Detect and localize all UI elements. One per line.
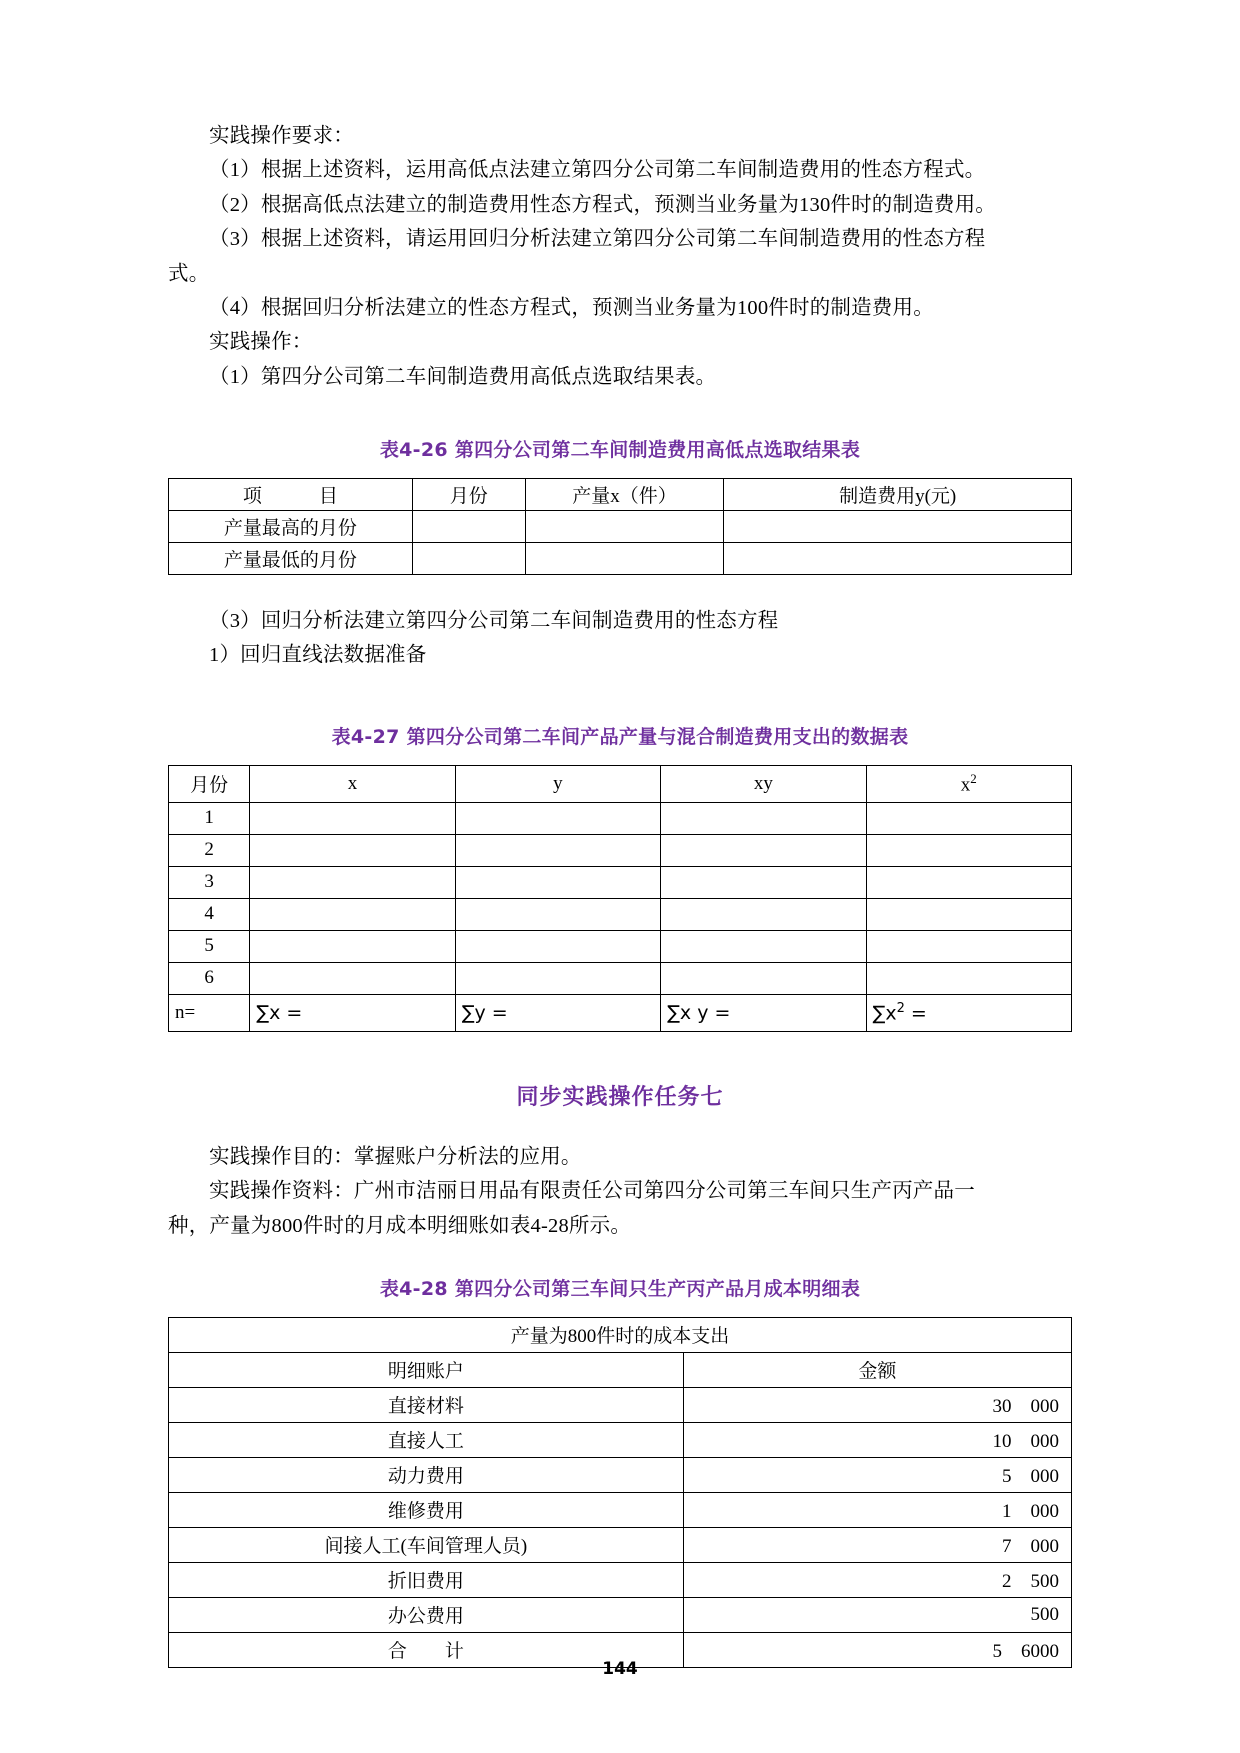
table-row <box>169 1492 1072 1527</box>
table-row <box>169 1387 1072 1422</box>
cell-month: 4 <box>169 898 250 930</box>
cell-empty <box>661 802 866 834</box>
cell-empty <box>250 834 455 866</box>
cell-empty <box>661 930 866 962</box>
cell-empty <box>525 511 724 543</box>
cell-empty <box>661 834 866 866</box>
cell-empty <box>866 898 1071 930</box>
cell-account: 间接人工(车间管理人员) <box>169 1527 684 1562</box>
cell-account: 动力费用 <box>169 1457 684 1492</box>
table-row <box>169 930 1072 962</box>
cell-amount: 10 000 <box>683 1422 1071 1457</box>
footer-cell-n: n= <box>169 994 250 1031</box>
cell-account: 折旧费用 <box>169 1562 684 1597</box>
header-cell-month: 月份 <box>169 765 250 802</box>
table-row-header <box>169 479 1072 511</box>
table-row-title <box>169 1317 1072 1352</box>
cell-empty <box>866 962 1071 994</box>
table-row <box>169 543 1072 575</box>
cell-empty <box>455 866 660 898</box>
table-title-cell: 产量为800件时的成本支出 <box>169 1317 1072 1352</box>
header-cell-x: x <box>250 765 455 802</box>
header-cell-month: 月份 <box>412 479 525 511</box>
cell-empty <box>724 511 1072 543</box>
cell-empty <box>661 962 866 994</box>
table-row <box>169 962 1072 994</box>
cell-empty <box>866 834 1071 866</box>
cell-empty <box>250 866 455 898</box>
cell-account: 办公费用 <box>169 1597 684 1632</box>
cell-amount: 2 500 <box>683 1562 1071 1597</box>
operations-title: 实践操作： <box>209 331 313 354</box>
material-line-2: 种，产量为800件时的月成本明细账如表4-28所示。 <box>168 1214 632 1237</box>
table-4-27-caption: 表4-27 第四分公司第二车间产品产量与混合制造费用支出的数据表 <box>331 725 909 748</box>
cell-empty <box>250 930 455 962</box>
intro-block <box>168 120 1072 393</box>
table-4-26 <box>168 478 1072 575</box>
cell-amount: 7 000 <box>683 1527 1071 1562</box>
cell-empty <box>455 802 660 834</box>
cell-month: 5 <box>169 930 250 962</box>
cell-account: 维修费用 <box>169 1492 684 1527</box>
table-row <box>169 866 1072 898</box>
cell-empty <box>250 962 455 994</box>
footer-cell-sum-x: ∑x = <box>250 994 455 1031</box>
footer-cell-sum-xy: ∑x y = <box>661 994 866 1031</box>
cell-empty <box>866 802 1071 834</box>
cell-total-amount: 5 6000 <box>683 1632 1071 1667</box>
sum-x-squared-exponent: 2 <box>896 1001 905 1017</box>
cell-empty <box>866 866 1071 898</box>
cell-account: 直接人工 <box>169 1422 684 1457</box>
table-row <box>169 511 1072 543</box>
cell-empty <box>412 543 525 575</box>
sum-x-squared-base: ∑x <box>872 1002 897 1025</box>
table-4-27 <box>168 765 1072 1032</box>
cell-total-label: 合 计 <box>169 1632 684 1667</box>
cell-month: 6 <box>169 962 250 994</box>
purpose-line: 实践操作目的：掌握账户分析法的应用。 <box>209 1145 582 1168</box>
table-row <box>169 1422 1072 1457</box>
cell-empty <box>250 898 455 930</box>
cell-empty <box>866 930 1071 962</box>
cell-amount: 5 000 <box>683 1457 1071 1492</box>
header-cell-y: y <box>455 765 660 802</box>
table-row-header <box>169 1352 1072 1387</box>
cell-month: 3 <box>169 866 250 898</box>
requirement-3-line1: （3）根据上述资料，请运用回归分析法建立第四分公司第二车间制造费用的性态方程 <box>209 228 986 251</box>
cell-month: 1 <box>169 802 250 834</box>
cell-amount: 500 <box>683 1597 1071 1632</box>
table-row <box>169 1597 1072 1632</box>
table-row <box>169 1457 1072 1492</box>
table-4-28-caption: 表4-28 第四分公司第三车间只生产丙产品月成本明细表 <box>379 1277 861 1300</box>
header-cell-item: 项 目 <box>169 479 413 511</box>
cell-account: 直接材料 <box>169 1387 684 1422</box>
header-cell-x-squared <box>866 765 1071 802</box>
sum-x-squared-tail: = <box>904 1002 927 1025</box>
header-cell-cost: 制造费用y(元) <box>724 479 1072 511</box>
x-squared-base: x <box>960 774 971 796</box>
cell-empty <box>525 543 724 575</box>
table-row <box>169 898 1072 930</box>
requirement-1: （1）根据上述资料，运用高低点法建立第四分公司第二车间制造费用的性态方程式。 <box>209 159 986 182</box>
cell-label: 产量最低的月份 <box>169 543 413 575</box>
operation-1: （1）第四分公司第二车间制造费用高低点选取结果表。 <box>209 365 717 388</box>
header-cell-xy: xy <box>661 765 866 802</box>
footer-cell-sum-x-squared <box>866 994 1071 1031</box>
cell-empty <box>455 834 660 866</box>
requirements-title: 实践操作要求： <box>209 125 354 147</box>
page-number: 144 <box>602 1659 638 1679</box>
footer-cell-sum-y: ∑y = <box>455 994 660 1031</box>
x-squared-exponent: 2 <box>970 771 977 787</box>
cell-empty <box>412 511 525 543</box>
table-row <box>169 802 1072 834</box>
cell-empty <box>724 543 1072 575</box>
requirement-3-line2: 式。 <box>168 262 210 285</box>
material-line-1: 实践操作资料：广州市洁丽日用品有限责任公司第四分公司第三车间只生产丙产品一 <box>209 1180 975 1203</box>
table-row <box>169 1562 1072 1597</box>
header-cell-amount: 金额 <box>683 1352 1071 1387</box>
cell-empty <box>250 802 455 834</box>
section-heading: 同步实践操作任务七 <box>516 1084 724 1110</box>
mid-line-2: 1）回归直线法数据准备 <box>209 644 427 667</box>
requirement-2: （2）根据高低点法建立的制造费用性态方程式，预测当业务量为130件时的制造费用。 <box>209 193 996 216</box>
cell-empty <box>455 898 660 930</box>
cell-label: 产量最高的月份 <box>169 511 413 543</box>
header-cell-output: 产量x（件） <box>525 479 724 511</box>
cell-empty <box>455 930 660 962</box>
table-4-26-caption: 表4-26 第四分公司第二车间制造费用高低点选取结果表 <box>379 439 861 461</box>
table-row <box>169 834 1072 866</box>
cell-empty <box>455 962 660 994</box>
table-row-footer <box>169 994 1072 1031</box>
table-row <box>169 1527 1072 1562</box>
cell-month: 2 <box>169 834 250 866</box>
table-4-28 <box>168 1317 1072 1668</box>
table-row-header <box>169 765 1072 802</box>
mid-line-1: （3）回归分析法建立第四分公司第二车间制造费用的性态方程 <box>209 610 779 632</box>
header-cell-account: 明细账户 <box>169 1352 684 1387</box>
cell-empty <box>661 866 866 898</box>
requirement-4: （4）根据回归分析法建立的性态方程式，预测当业务量为100件时的制造费用。 <box>209 296 934 319</box>
cell-amount: 1 000 <box>683 1492 1071 1527</box>
cell-empty <box>661 898 866 930</box>
cell-amount: 30 000 <box>683 1387 1071 1422</box>
